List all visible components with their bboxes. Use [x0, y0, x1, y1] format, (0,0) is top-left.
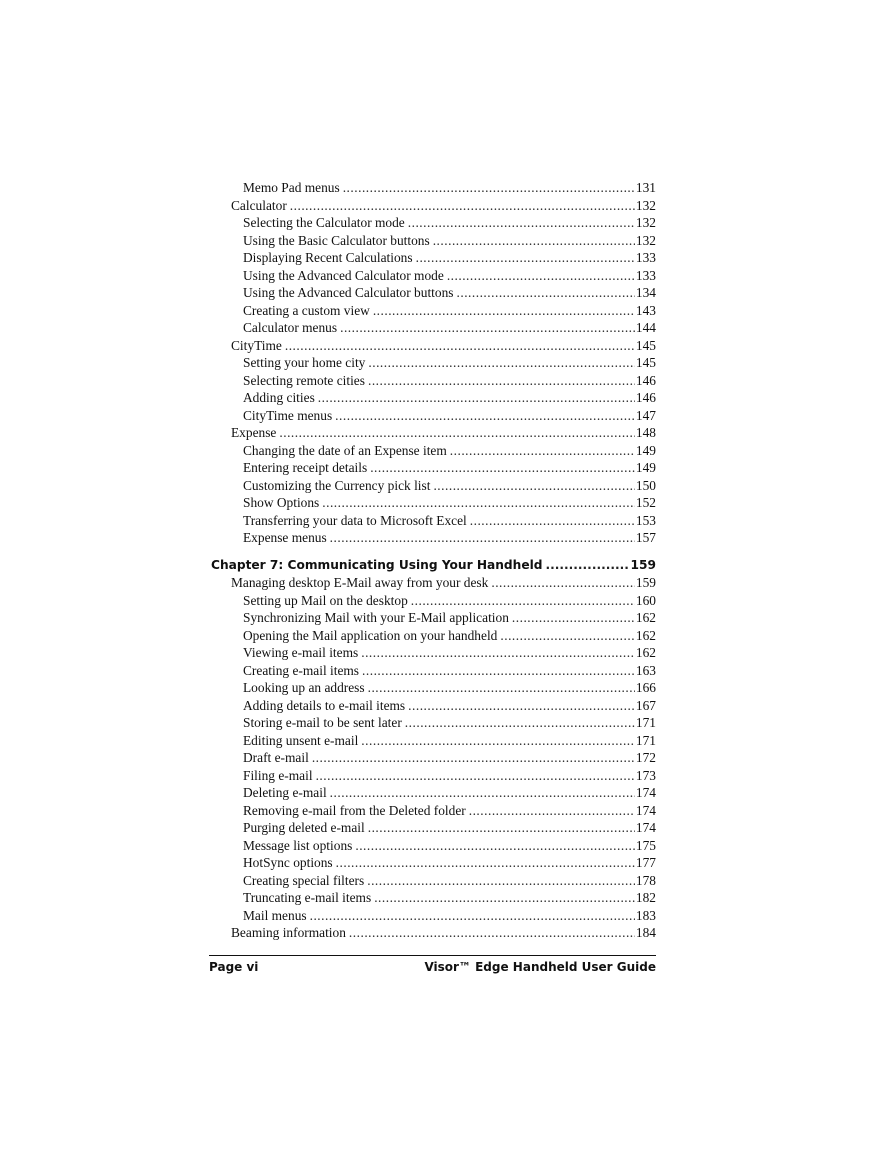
toc-dot-leader [322, 494, 635, 512]
toc-entry-title: Entering receipt details [243, 460, 368, 475]
toc-entry-page: 159 [630, 557, 656, 572]
toc-dot-leader [312, 749, 635, 767]
toc-entry-title: Using the Advanced Calculator mode [243, 267, 444, 283]
toc-entry-title: Creating special filters [243, 872, 365, 888]
toc-entry-page: 162 [635, 610, 656, 625]
toc-entry-title: Editing unsent e-mail [243, 732, 359, 748]
toc-entry-page: 132 [635, 215, 656, 230]
toc-entry-page: 146 [635, 372, 656, 388]
toc-entry-title: Setting up Mail on the desktop [243, 592, 408, 608]
toc-entry-title: Expense [231, 425, 277, 440]
toc-entry-title: Selecting the Calculator mode [243, 215, 405, 230]
toc-entry-title: Chapter 7: Communicating Using Your Handheld [211, 557, 543, 572]
toc-entry-page: 160 [635, 592, 656, 608]
toc-entry-page: 144 [635, 320, 656, 335]
toc-entry[interactable] [211, 889, 656, 907]
toc-entry-title: Deleting e-mail [243, 785, 327, 800]
toc-dot-leader [491, 574, 635, 592]
toc-entry[interactable] [211, 424, 656, 442]
toc-entry[interactable] [211, 197, 656, 215]
toc-dot-leader [411, 592, 635, 610]
toc-entry-title: Using the Advanced Calculator buttons [243, 285, 454, 300]
toc-entry-title: Message list options [243, 837, 353, 853]
toc-dot-leader [447, 267, 635, 285]
toc-dot-leader [330, 529, 635, 547]
toc-entry-title: Synchronizing Mail with your E-Mail application [243, 610, 509, 625]
toc-entry[interactable] [211, 389, 656, 407]
toc-entry[interactable] [211, 214, 656, 232]
toc-entry-page: 149 [635, 460, 656, 475]
toc-entry-title: HotSync options [243, 855, 333, 870]
toc-entry-title: Displaying Recent Calculations [243, 250, 413, 265]
toc-entry-page: 134 [635, 285, 656, 300]
toc-entry-page: 152 [635, 495, 656, 510]
toc-dot-leader [330, 784, 635, 802]
toc-dot-leader [373, 302, 635, 320]
toc-dot-leader [362, 662, 635, 680]
toc-dot-leader [457, 284, 635, 302]
toc-entry-page: 171 [635, 715, 656, 730]
toc-entry-title: Filing e-mail [243, 767, 313, 783]
toc-dot-leader [355, 837, 635, 855]
toc-entry[interactable] [211, 372, 656, 390]
toc-entry-title: Draft e-mail [243, 750, 309, 765]
toc-dot-leader [368, 819, 635, 837]
toc-entry[interactable] [211, 714, 656, 732]
toc-entry-page: 184 [635, 925, 656, 940]
toc-entry-page: 153 [635, 512, 656, 528]
toc-dot-leader [290, 197, 635, 215]
toc-dot-leader [470, 512, 635, 530]
footer-book-title: Visor™ Edge Handheld User Guide [424, 960, 656, 974]
toc-entry[interactable] [211, 609, 656, 627]
toc-entry-page: 174 [635, 802, 656, 818]
toc-dot-leader [408, 214, 635, 232]
toc-entry-page: 177 [635, 855, 656, 870]
toc-entry[interactable] [211, 662, 656, 680]
toc-dot-leader [367, 872, 635, 890]
toc-dot-leader [469, 802, 635, 820]
toc-entry-page: 166 [635, 680, 656, 695]
toc-entry-page: 150 [635, 477, 656, 493]
toc-entry-title: Adding details to e-mail items [243, 697, 406, 713]
toc-entry-page: 159 [635, 575, 656, 590]
toc-entry-title: Customizing the Currency pick list [243, 477, 431, 493]
toc-dot-leader [343, 179, 635, 197]
toc-entry[interactable] [211, 592, 656, 610]
toc-entry-title: Removing e-mail from the Deleted folder [243, 802, 466, 818]
toc-entry-title: Setting your home city [243, 355, 366, 370]
toc-dot-leader [340, 319, 635, 337]
toc-dot-leader [318, 389, 635, 407]
toc-entry[interactable] [211, 354, 656, 372]
toc-dot-leader [408, 697, 635, 715]
toc-entry-title: Truncating e-mail items [243, 890, 372, 905]
toc-entry-title: Beaming information [231, 925, 346, 940]
toc-entry[interactable] [211, 819, 656, 837]
toc-entry-title: Memo Pad menus [243, 180, 340, 195]
toc-entry-title: Looking up an address [243, 680, 365, 695]
page-footer [209, 959, 656, 975]
toc-entry-title: Mail menus [243, 907, 307, 923]
toc-entry[interactable] [211, 529, 656, 547]
toc-dot-leader [368, 372, 635, 390]
toc-dot-leader [361, 732, 635, 750]
toc-entry-title: Changing the date of an Expense item [243, 442, 447, 458]
footer-page-label: Page vi [209, 960, 259, 974]
toc-entry[interactable] [211, 512, 656, 530]
toc-entry[interactable] [211, 767, 656, 785]
toc-entry[interactable] [211, 477, 656, 495]
toc-entry-title: Show Options [243, 495, 320, 510]
toc-entry-page: 175 [635, 837, 656, 853]
toc-dot-leader [336, 854, 635, 872]
toc-entry[interactable] [211, 232, 656, 250]
toc-dot-leader [285, 337, 635, 355]
toc-dot-leader [310, 907, 635, 925]
toc-entry-page: 133 [635, 267, 656, 283]
toc-entry[interactable] [211, 872, 656, 890]
toc-entry[interactable] [211, 442, 656, 460]
toc-dot-leader [279, 424, 635, 442]
toc-entry[interactable] [211, 837, 656, 855]
toc-entry-title: Calculator menus [243, 320, 338, 335]
toc-entry-title: Purging deleted e-mail [243, 820, 365, 835]
toc-entry[interactable] [211, 407, 656, 425]
toc-dot-leader [368, 354, 635, 372]
toc-entry-page: 157 [635, 530, 656, 545]
toc-entry-page: 143 [635, 302, 656, 318]
toc-dot-leader [335, 407, 635, 425]
toc-entry[interactable] [211, 302, 656, 320]
toc-dot-leader [368, 679, 635, 697]
toc-entry[interactable] [211, 179, 656, 197]
toc-dot-leader [416, 249, 635, 267]
toc-entry[interactable] [211, 459, 656, 477]
toc-dot-leader [433, 477, 634, 495]
toc-entry[interactable] [211, 319, 656, 337]
toc-entry[interactable] [211, 267, 656, 285]
toc-entry-page: 132 [635, 197, 656, 213]
toc-dot-leader [500, 627, 635, 645]
toc-entry-page: 149 [635, 442, 656, 458]
toc-entry-page: 148 [635, 425, 656, 440]
toc-entry[interactable] [211, 679, 656, 697]
toc-dot-leader [370, 459, 635, 477]
toc-entry-page: 147 [635, 407, 656, 423]
toc-entry-page: 173 [635, 767, 656, 783]
toc-entry[interactable] [211, 249, 656, 267]
toc-entry-title: Creating a custom view [243, 302, 370, 318]
toc-entry-page: 178 [635, 872, 656, 888]
toc-entry-page: 145 [635, 337, 656, 353]
toc-entry[interactable] [211, 802, 656, 820]
toc-entry[interactable] [211, 574, 656, 592]
toc-entry-title: Selecting remote cities [243, 372, 365, 388]
toc-entry-page: 174 [635, 820, 656, 835]
toc-entry-title: Opening the Mail application on your handheld [243, 627, 498, 643]
toc-entry-page: 171 [635, 732, 656, 748]
toc-entry-page: 146 [635, 390, 656, 405]
toc-dot-leader [546, 557, 630, 575]
toc-dot-leader [450, 442, 635, 460]
toc-entry[interactable] [211, 644, 656, 662]
toc-entry-title: Using the Basic Calculator buttons [243, 232, 430, 248]
toc-entry[interactable] [211, 732, 656, 750]
toc-entry[interactable] [211, 784, 656, 802]
toc-entry[interactable] [211, 697, 656, 715]
toc-entry[interactable] [211, 494, 656, 512]
toc-entry-page: 132 [635, 232, 656, 248]
toc-entry-page: 131 [635, 180, 656, 195]
toc-entry-page: 182 [635, 890, 656, 905]
toc-entry-title: Adding cities [243, 390, 315, 405]
toc-entry-page: 162 [635, 627, 656, 643]
toc-entry-title: Transferring your data to Microsoft Excel [243, 512, 467, 528]
toc-dot-leader [361, 644, 635, 662]
toc-entry-page: 145 [635, 355, 656, 370]
toc-chapter-entry[interactable] [211, 557, 656, 575]
table-of-contents [211, 179, 656, 942]
toc-entry-title: CityTime [231, 337, 282, 353]
toc-entry-page: 172 [635, 750, 656, 765]
toc-entry-page: 167 [635, 697, 656, 713]
toc-dot-leader [349, 924, 635, 942]
toc-dot-leader [512, 609, 635, 627]
toc-entry[interactable] [211, 854, 656, 872]
toc-entry[interactable] [211, 627, 656, 645]
toc-entry-page: 133 [635, 250, 656, 265]
toc-dot-leader [374, 889, 635, 907]
toc-entry[interactable] [211, 749, 656, 767]
toc-entry-page: 163 [635, 662, 656, 678]
toc-dot-leader [405, 714, 635, 732]
toc-entry-title: Expense menus [243, 530, 327, 545]
toc-entry-title: Managing desktop E-Mail away from your desk [231, 575, 489, 590]
toc-entry-title: Calculator [231, 197, 287, 213]
toc-entry[interactable] [211, 924, 656, 942]
toc-dot-leader [316, 767, 635, 785]
toc-entry[interactable] [211, 907, 656, 925]
toc-dot-leader [433, 232, 635, 250]
footer-rule [209, 955, 656, 956]
toc-entry-page: 162 [635, 645, 656, 660]
toc-entry-title: CityTime menus [243, 407, 333, 423]
toc-entry-page: 183 [635, 907, 656, 923]
toc-entry-title: Creating e-mail items [243, 662, 360, 678]
toc-entry-page: 174 [635, 785, 656, 800]
toc-entry[interactable] [211, 337, 656, 355]
toc-entry[interactable] [211, 284, 656, 302]
toc-entry-title: Viewing e-mail items [243, 645, 359, 660]
toc-entry-title: Storing e-mail to be sent later [243, 715, 402, 730]
